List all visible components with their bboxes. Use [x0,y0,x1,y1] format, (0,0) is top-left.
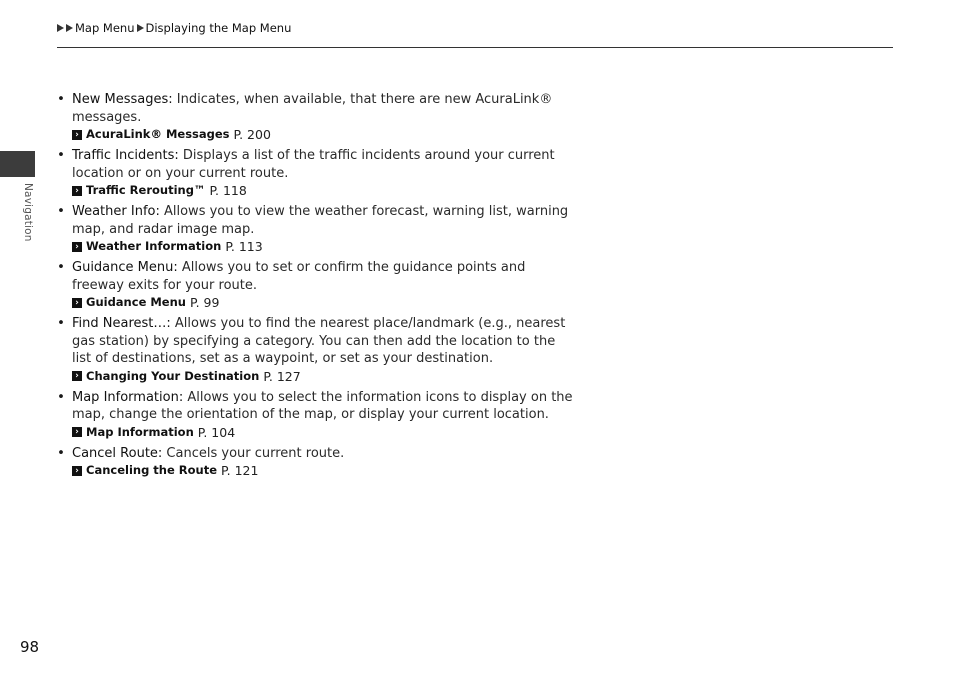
reference-page[interactable]: P. 99 [190,295,220,310]
breadcrumb-arrow-icon [137,24,144,32]
reference-arrow-icon: › [72,242,82,252]
reference-title[interactable]: Map Information [86,424,194,439]
breadcrumb-map-menu[interactable]: Map Menu [75,21,135,35]
breadcrumb [57,21,291,35]
cross-reference-link[interactable] [72,462,577,479]
bullet-icon: • [57,315,65,331]
cross-reference-link[interactable] [72,294,577,311]
item-description: Displays a list of the traffic incidents around your current location or on your current route. [72,148,555,181]
reference-page[interactable]: P. 113 [225,239,263,254]
item-term: Cancel Route: [72,445,163,461]
bullet-icon: • [57,388,65,405]
item-term: Weather Info: [72,204,160,219]
item-term: Traffic Incidents: [72,148,179,163]
breadcrumb-arrow-icon [66,24,73,32]
list-item-new-messages [57,91,577,143]
list-item-guidance-menu [57,259,577,311]
menu-item-list [57,91,577,483]
reference-title[interactable]: Changing Your Destination [86,368,260,383]
section-tab-marker [0,151,35,177]
item-description: Allows you to view the weather forecast, warning list, warning map, and radar image map. [72,204,569,237]
reference-title[interactable]: Traffic Rerouting™ [86,183,206,197]
reference-page[interactable]: P. 127 [263,368,301,384]
cross-reference-link[interactable] [72,126,577,143]
reference-arrow-icon: › [72,130,82,140]
cross-reference-link[interactable] [72,238,577,255]
item-description: Allows you to find the nearest place/landmark (e.g., nearest gas station) by specifying a category. You can then add the location to the list of destinations, set as a waypoint, or set as your destination. [72,316,566,366]
reference-arrow-icon: › [72,298,82,308]
breadcrumb-arrow-icon [57,24,64,32]
bullet-icon: • [57,444,65,461]
section-tab-label: Navigation [22,183,34,242]
bullet-icon: • [57,147,65,163]
reference-page[interactable]: P. 118 [209,183,247,198]
breadcrumb-displaying-map-menu: Displaying the Map Menu [145,21,292,35]
reference-page[interactable]: P. 200 [233,127,271,142]
reference-page[interactable]: P. 121 [221,463,259,478]
cross-reference-link[interactable] [72,424,577,441]
item-description: Allows you to set or confirm the guidance points and freeway exits for your route. [72,260,526,293]
list-item-find-nearest [57,315,577,385]
reference-title[interactable]: Guidance Menu [86,295,186,309]
reference-arrow-icon: › [72,371,82,381]
reference-title[interactable]: AcuraLink® Messages [86,127,230,141]
list-item-map-information [57,389,577,441]
item-term: Map Information: [72,389,184,405]
reference-title[interactable]: Weather Information [86,239,222,253]
reference-title[interactable]: Canceling the Route [86,463,218,477]
item-description: Allows you to select the information icons to display on the map, change the orientation of the map, or display your current location. [72,389,573,422]
list-item-traffic-incidents [57,147,577,199]
list-item-cancel-route [57,445,577,480]
page-number: 98 [20,638,40,656]
bullet-icon: • [57,259,65,275]
reference-arrow-icon: › [72,186,82,196]
item-term: Find Nearest…: [72,316,171,331]
item-description: Indicates, when available, that there are new AcuraLink® messages. [72,92,553,125]
cross-reference-link[interactable] [72,368,577,385]
list-item-weather-info [57,203,577,255]
bullet-icon: • [57,91,65,107]
item-description: Cancels your current route. [162,445,345,461]
reference-arrow-icon: › [72,427,82,437]
header-divider [57,47,893,48]
reference-arrow-icon: › [72,466,82,476]
cross-reference-link[interactable] [72,182,577,199]
item-term: Guidance Menu: [72,260,178,275]
item-term: New Messages: [72,92,173,107]
reference-page[interactable]: P. 104 [197,424,236,440]
bullet-icon: • [57,203,65,219]
